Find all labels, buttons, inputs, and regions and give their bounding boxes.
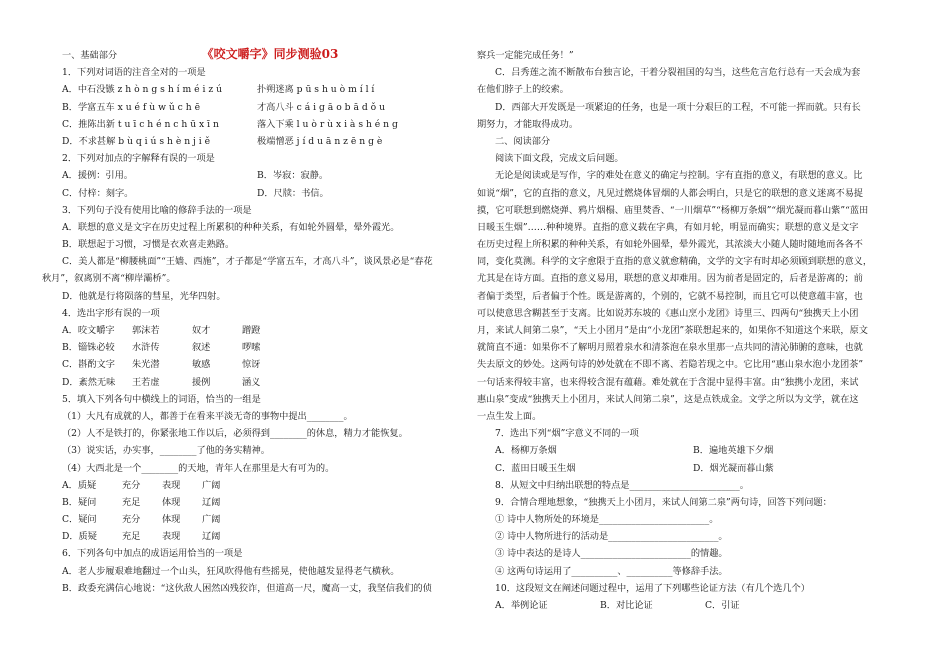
q6-option-cont: 期努力，才能取得成功。	[477, 118, 579, 130]
question-1: 1．下列对词语的注音全对的一项是	[62, 67, 206, 79]
q4-cell: 援例	[192, 376, 211, 388]
q5-cell: B．疑问	[62, 496, 97, 508]
q2-option: D．尺牍：书信。	[257, 187, 329, 199]
q6-option-cont: 在他们脖子上的绞索。	[477, 84, 569, 96]
q1-option: A．中石没镞 z h ò n g s h í m é i z ú	[62, 84, 223, 96]
page-title: 《咬文嚼字》同步测验03	[201, 47, 339, 61]
q2-option: C．付梓：刻字。	[62, 187, 134, 199]
q5-cell: 充足	[122, 531, 141, 543]
q5-cell: 广阔	[202, 514, 221, 526]
passage-line: 在历史过程上所积累的种种关系，有如轮外圆晕，晕外霞光，其浓淡大小随人随时随地而各各不	[477, 239, 863, 251]
q5-cell: 表现	[162, 479, 181, 491]
q1-option: 才高八斗 c á i g ā o b ā d ǒ u	[257, 101, 386, 113]
q10-option-row	[495, 597, 913, 614]
q5-cell: 广阔	[202, 479, 221, 491]
passage-line: 尤其是在诗方面。直指的意义易用，联想的意义却难用。因为前者是固定的，后者是游离的；前	[477, 273, 863, 285]
q1-option: 扑朔迷离 p ū s h u ò m í l í	[257, 84, 375, 96]
q1-option: B．学富五车 x u é f ù w ǔ c h ē	[62, 101, 201, 113]
passage-line: 日暖玉生烟”……种种境界。直指的意义载在字典，有如月轮，明显而确实；联想的意义是文字	[477, 221, 859, 233]
q5-sentence: （1）大凡有成就的人，都善于在看来平淡无奇的事物中提出________。	[62, 410, 353, 422]
q10-option: B．对比论证	[600, 600, 653, 611]
passage-line: 如说“烟”，它的直指的意义，凡见过燃烧体冒烟的人都会明白，只是它的联想的意义迷离不易捉	[477, 187, 864, 199]
passage-line: 可以使意思含糊甚至于支离。比如说苏东坡的《惠山烹小龙团》诗里三、四两句“独携天上小团	[477, 307, 859, 319]
question-8: 8．从短文中归纳出联想的特点是________________________。	[495, 479, 749, 491]
passage-line: 月，来试人间第二泉”，“天上小团月”是由“小龙团”茶联想起来的，如果你不知道这个来联，原文	[477, 325, 868, 336]
q4-cell: 蹭蹬	[242, 325, 261, 336]
q1-option-row	[62, 116, 462, 133]
passage-line: 一点生发上面。	[477, 410, 542, 422]
question-7: 7．选出下列“烟”字意义不同的一项	[495, 428, 639, 440]
q2-option: B．岑寂：寂静。	[257, 170, 329, 182]
q3-option: A．联想的意义是文字在历史过程上所累积的种种关系，有如轮外圆晕，晕外霞光。	[62, 221, 400, 233]
question-9: 9．合情合理地想象，“独携天上小团月，来试人间第二泉”两句诗，回答下列问题：	[495, 496, 832, 508]
q1-option: 极端憎恶 j í d u ā n z ē n g è	[257, 135, 383, 147]
question-3: 3．下列句子没有使用比喻的修辞手法的一项是	[62, 204, 252, 216]
q2-option: A．援例：引用。	[62, 170, 133, 182]
q4-cell: C．斟酌文字	[62, 359, 115, 371]
q9-subquestion: ③ 诗中表达的是诗人________________________的情趣。	[495, 548, 728, 560]
q7-option: C．蓝田日暖玉生烟	[495, 462, 576, 474]
q5-option-row	[62, 477, 462, 494]
q7-option-row	[495, 460, 913, 477]
q9-subquestion: ② 诗中人物所进行的活动是________________________。	[495, 531, 728, 543]
q5-option-row	[62, 528, 462, 545]
q4-cell: 涵义	[242, 376, 261, 388]
q5-cell: 体现	[162, 496, 181, 508]
q4-cell: 敏感	[192, 359, 211, 371]
q5-cell: C．疑问	[62, 514, 97, 526]
question-4: 4．选出字形有误的一项	[62, 307, 160, 319]
q4-cell: B．锱铢必较	[62, 342, 115, 354]
q5-cell: A．质疑	[62, 479, 97, 491]
q10-option: A．举例论证	[495, 600, 548, 611]
q1-option-row	[62, 133, 462, 150]
q7-option: A．杨柳万条烟	[495, 445, 557, 457]
q5-cell: 充分	[122, 514, 141, 526]
q3-option: C．美人都是“柳腰桃面”“王嫱、西施”，才子都是“学富五车，才高八斗”，谈风景必是“春花	[62, 256, 433, 268]
q9-subquestion: ① 诗中人物所处的环境是________________________。	[495, 514, 719, 526]
q4-cell: 叙述	[192, 342, 211, 354]
passage-line: 同，变化莫测。科学的文字愈限于直指的意义就愈精确，文学的文字有时却必须顾到联想的意义，	[477, 256, 873, 268]
q5-cell: 充足	[122, 496, 141, 508]
q1-option-row	[62, 81, 462, 98]
q4-cell: D．紊然无味	[62, 376, 116, 388]
question-10: 10．这段短文在阐述问题过程中，运用了下列哪些论证方法（有几个选几个）	[495, 582, 810, 594]
q6-option: A．老人步履艰难地翻过一个山头，狂风吹得他有些摇晃，使他越发显得老气横秋。	[62, 565, 400, 577]
passage-line: 一句话来得较丰富，也来得较含混有蕴藉。难处就在于含混中显得丰富。由“独携小龙团，来试	[477, 376, 859, 388]
q5-option-row	[62, 494, 462, 511]
q3-option-cont: 秋月”，叙离别不离“柳岸灞桥”。	[42, 273, 176, 285]
reading-instruction: 阅读下面文段，完成文后问题。	[495, 153, 624, 165]
q2-option-row	[62, 185, 462, 202]
q6-option-cont: 察兵一定能完成任务！”	[477, 50, 574, 61]
q6-option: D．西部大开发既是一项紧迫的任务，也是一项十分艰巨的工程，不可能一挥而就。只有长	[495, 101, 861, 113]
q5-cell: 辽阔	[202, 496, 221, 508]
q2-option-row	[62, 167, 462, 184]
q5-sentence: （3）说实话，办实事，________了他的务实精神。	[62, 445, 270, 457]
passage-line: 惠山泉”变成“独携天上小团月，来试人间第二泉”，这是点铁成金。文学之所以为文学，就在这	[477, 393, 859, 405]
q4-cell: 惊讶	[242, 359, 261, 371]
q4-cell: 朱光潜	[132, 359, 160, 371]
passage-line: 摸，它可联想到燃烧弹、鸦片烟榻、庙里焚香、“一川烟草”“杨柳万条烟”“烟光凝而暮山紫”“蓝田	[477, 204, 869, 216]
q5-cell: 体现	[162, 514, 181, 526]
q4-option-row	[62, 356, 462, 373]
q5-cell: 充分	[122, 479, 141, 491]
q6-option: C．吕秀莲之流不断散布台独言论，干着分裂祖国的勾当，这些危言危行总有一天会成为套	[495, 67, 861, 79]
question-2: 2．下列对加点的字解释有误的一项是	[62, 153, 215, 165]
q1-option: D．不求甚解 b ù q i ú s h è n j i ě	[62, 135, 211, 147]
q3-option: D．他就是行将陨落的彗星，光华四射。	[62, 290, 226, 302]
q4-cell: 郭沫若	[132, 325, 160, 336]
passage-line: 失去原文的妙处。这两句诗的妙处就在不即不离、若隐若现之中。它比用“惠山泉水泡小龙团茶”	[477, 359, 864, 371]
q5-option-row	[62, 511, 462, 528]
question-6: 6．下列各句中加点的成语运用恰当的一项是	[62, 548, 243, 560]
q7-option: D．烟光凝而暮山紫	[693, 462, 774, 474]
section-heading: 一、基础部分	[62, 50, 118, 61]
right-column	[477, 47, 913, 614]
passage-line: 者偏于类型，后者偏于个性。既是游离的，个别的，它就不易控制，而且它可以使意蕴丰富，也	[477, 290, 863, 302]
q4-cell: 王若虚	[132, 376, 160, 388]
q5-cell: 表现	[162, 531, 181, 543]
q4-option-row	[62, 339, 462, 356]
q5-sentence: （2）人不是铁打的，你紧张地工作以后，必须得到________的休息，精力才能恢复。	[62, 428, 408, 440]
q4-cell: 啰嗦	[242, 342, 261, 354]
q3-option: B．联想起于习惯，习惯是衣欢喜走熟路。	[62, 239, 235, 251]
q4-cell: 水浒传	[132, 342, 160, 354]
q6-option: B．政委充满信心地说：“这伙敌人困然凶残狡诈，但道高一尺，魔高一丈，我坚信我们的侦	[62, 582, 432, 594]
passage-line: 就简直不通：如果你不了解明月照着泉水和清茶泡在泉水里那一点共同的清沁肺腑的意味，也就	[477, 342, 863, 354]
q4-cell: A．咬文嚼字	[62, 325, 115, 336]
q5-sentence: （4）大西北是一个________的天地，青年人在那里是大有可为的。	[62, 462, 335, 474]
section-heading: 二、阅读部分	[495, 135, 551, 147]
q1-option: C．推陈出新 t u ī c h é n c h ū x ī n	[62, 118, 219, 130]
q4-cell: 奴才	[192, 325, 211, 336]
q7-option-row	[495, 442, 913, 459]
q5-cell: 辽阔	[202, 531, 221, 543]
q1-option-row	[62, 99, 462, 116]
q10-option: C．引证	[705, 600, 740, 611]
q4-option-row	[62, 374, 462, 391]
left-column	[42, 47, 462, 597]
q9-subquestion: ④ 这两句诗运用了__________、__________等修辞手法。	[495, 565, 728, 577]
reading-passage	[477, 167, 913, 425]
q7-option: B．遍地英雄下夕烟	[693, 445, 774, 457]
q5-cell: D．质疑	[62, 531, 97, 543]
question-5: 5．填入下列各句中横线上的词语，恰当的一组是	[62, 393, 261, 405]
q4-option-row	[62, 322, 462, 339]
passage-line: 无论是阅读或是写作，字的难处在意义的确定与控制。字有直指的意义，有联想的意义。比	[495, 170, 863, 182]
q1-option: 落入下乘 l u ò r ù x i à s h é n g	[257, 118, 398, 130]
